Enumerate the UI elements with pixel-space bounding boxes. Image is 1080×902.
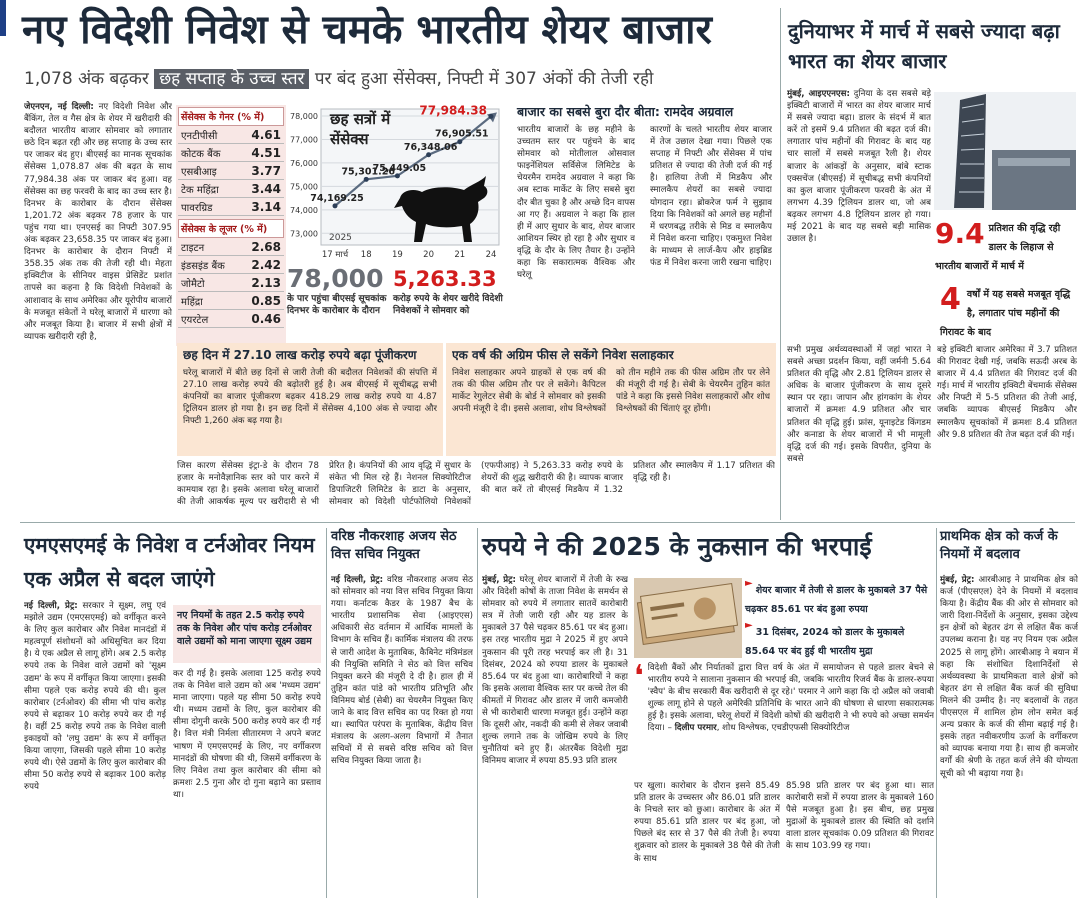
msme-box-text: नए नियमों के तहत 2.5 करोड़ रुपये तक के निवेश और पांच करोड़ टर्नओवर वाले उद्यमों को माना जाएगा सूक्ष्म उद्यम <box>177 610 312 647</box>
gainer-value: 4.51 <box>237 144 284 162</box>
secretary-headline: वरिष्ठ नौकरशाह अजय सेठ वित्त सचिव नियुक्त <box>331 529 457 562</box>
world-callout-1 <box>935 216 1080 272</box>
stat1-text: के पार पहुंचा बीएसई सूचकांक दिनभर के कारोबार के दौरान <box>287 294 387 316</box>
chart-point <box>426 152 431 157</box>
arrow-bullet-icon: ► <box>745 620 753 631</box>
chart-y-tick-label: 75,000 <box>290 182 318 192</box>
chart-x-tick-label: 18 <box>360 250 372 260</box>
callout1-text: प्रतिशत की वृद्धि रही डालर के लिहाज से भारतीय बाजारों में मार्च में <box>935 223 1061 272</box>
chart-x-tick-label: 20 <box>423 250 435 260</box>
credit-text-body: आरबीआइ ने प्राथमिक क्षेत्र को कर्ज (पीएसएल) देने के नियमों में बदलाव किया है। केंद्रीय बैंक की ओर से सोमवार को जारी दिशा-निर्देशों के अनुसार, इसका उद्देश्य इन क्षेत्रों को बेहतर ढंग से लक्षित बैंक कर्ज उपलब्ध कराना है। यह नए नियम एक अप्रैल 2025 से लागू होंगे। आरबीआइ ने बयान में कहा कि संशोधित दिशानिर्देशों से अर्थव्यवस्था के प्राथमिकता वाले क्षेत्रों को बेहतर ढंग से लक्षित बैंक कर्ज की सुविधा मिलने की उम्मीद है। नए बदलावों के तहत पीएसएल में शामिल होम लोन समेत कई अन्य प्रकार के कर्ज की सीमा बढ़ाई गई है। इसके तहत नवीकरणीय ऊर्जा के वर्गीकरण को व्यापक बनाया गया है। साथ ही कमजोर वर्गों की श्रेणी के तहत कर्ज लेने की योग्यता सूची को भी बढ़ाया गया है। <box>940 575 1078 779</box>
chart-data-label: 74,169.25 <box>310 192 364 204</box>
rupee-point-1 <box>745 578 935 614</box>
gainer-name: कोटक बैंक <box>178 144 237 162</box>
world-byline: मुंबई, आइएएनएस: <box>787 89 850 99</box>
arrow-bullet-icon: ► <box>745 578 753 589</box>
chart-title: छह सत्रों में सेंसेक्स <box>330 110 391 148</box>
loser-value: 2.68 <box>240 238 284 256</box>
rupee-text-a <box>482 574 628 898</box>
subhead-right: पर बंद हुआ सेंसेक्स, निफ्टी में 307 अंकों की तेजी रही <box>314 69 654 89</box>
stat2-box <box>393 265 503 340</box>
gainer-row <box>178 162 284 180</box>
credit-headline: प्राथमिक क्षेत्र को कर्ज के नियमों में बदलाव <box>940 529 1058 562</box>
quote-author: दिलीप परमार <box>674 723 717 734</box>
chart-y-tick-label: 73,000 <box>290 229 318 239</box>
loser-row <box>178 292 284 310</box>
expert-text-a: भारतीय बाजारों के छह महीने के उच्चतम स्तर पर पहुंचने के बाद सोमवार को मोतीलाल ओसवाल फाइनेंशियल सर्विसेज लिमिटेड के चेयरमैन रामदेव अग्रवाल ने कहा कि अब स्टाक मार्केट के लिए सबसे बुरा दौर बीत चुका है और अच्छे दिन वापस आ गए हैं। अग्रवाल ने कहा कि हाल ही में आए सुधार के बाद, शेयर बाजार आशियन स्थिर हो रहा है और सुधार व वृद्धि के दौर के लिए तैयार है। उन्होंने कहा कि सकारात्मक वैश्विक और घरेलू <box>517 125 635 281</box>
band1-title: छह दिन में 27.10 लाख करोड़ रुपये बढ़ा पूंजीकरण <box>183 348 417 362</box>
world-callout-2 <box>940 282 1080 338</box>
rupee-quote-box <box>634 659 934 774</box>
secretary-byline: नई दिल्ली, प्रेट्र: <box>331 575 384 585</box>
loser-value: 0.46 <box>240 310 284 328</box>
gainer-value: 3.77 <box>237 162 284 180</box>
stat1-box <box>287 265 387 340</box>
gainer-name: एसबीआइ <box>178 162 237 180</box>
capitalization-box <box>177 343 443 456</box>
bull-icon <box>392 168 492 244</box>
loser-name: इंडसइंड बैंक <box>178 256 240 274</box>
rupee-point-1-text: शेयर बाजार में तेजी से डालर के मुकाबले 37 पैसे चढ़कर 85.61 पर बंद हुआ रुपया <box>745 585 928 615</box>
main-headline: नए विदेशी निवेश से चमके भारतीय शेयर बाजार <box>22 7 712 53</box>
secretary-text-body: वरिष्ठ नौकरशाह अजय सेठ को सोमवार को नया वित्त सचिव नियुक्त किया गया। कर्नाटक कैडर के 1987 बैच के भारतीय प्रशासनिक सेवा (आइएएस) अधिकारी सेठ वर्तमान में आर्थिक मामलों के विभाग के सचिव हैं। कार्मिक मंत्रालय की तरफ से जारी आदेश के मुताबिक, कैबिनेट मंत्रिमंडल की नियुक्ति समिति ने सेठ को वित्त सचिव नियुक्त करने की मंजूरी दे दी है। हाल ही में तुहिन कांत पांडे को भारतीय प्रतिभूति और विनिमय बोर्ड (सेबी) का चेयरमैन नियुक्त किए जाने के बाद वित्त सचिव का पद रिक्त हो गया था। स्थापित परंपरा के मुताबिक, केंद्रीय वित्त मंत्रालय के अलग-अलग विभागों में तैनात सचिवों में से सबसे वरिष्ठ सचिव को वित्त सचिव नियुक्त किया जाता है। <box>331 575 473 767</box>
subhead-highlight: छह सप्ताह के उच्च स्तर <box>154 69 309 89</box>
secretary-text <box>331 574 473 898</box>
subhead-left: 1,078 अंक बढ़कर <box>24 69 149 89</box>
quote-mark-icon: ❛ <box>634 659 644 694</box>
msme-highlight-box <box>173 605 321 663</box>
rupee-point-2 <box>745 620 935 656</box>
loser-name: महिंद्रा <box>178 292 240 310</box>
callout2-text: वर्षों में यह सबसे मजबूत वृद्धि है, लगातार पांच महीनों की गिरावट के बाद <box>940 289 1071 338</box>
chart-data-label: 76,905.51 <box>435 128 489 140</box>
chart-x-tick-label: 17 मार्च <box>321 250 349 260</box>
band1-text: घरेलू बाजारों में बीते छह दिनों से जारी तेजी की बदौलत निवेशकों की संपत्ति में 27.10 लाख करोड़ रुपये की बढ़ोतरी हुई है। अब बीएसई में सूचीबद्ध सभी कंपनियों का बाजार पूंजीकरण बढ़कर 418.29 लाख करोड़ रुपये या 4.87 ट्रिलियन डालर हो गया है। इन छह दिनों में सेंसेक्स 4,100 अंक से ज्यादा और निफ्टी 1,260 अंक बढ़ गया है। <box>183 368 437 427</box>
world-text-right: बड़े इक्विटी बाजार अमेरिका में 3.7 प्रतिशत की गिरावट देखी गई, जबकि सऊदी अरब के बाजार में 4.4 प्रतिशत की गिरावट दर्ज की गई। मार्च में भारतीय इक्विटी बेंचमार्क सेंसेक्स और निफ्टी में 5-5 प्रतिशत की तेजी आई, जबकि व्यापक बीएसई मिडकैप और स्मालकैप सूचकांकों में क्रमशः 8.4 प्रतिशत और 9.8 प्रतिशत की तेज बढ़त दर्ज की गई। <box>937 345 1077 440</box>
msme-byline: नई दिल्ली, प्रेट्र: <box>24 601 78 611</box>
gainer-value: 4.61 <box>237 126 284 144</box>
losers-title: सेंसेक्स के लूजर (% में) <box>178 219 284 238</box>
advisor-fees-box <box>446 343 776 456</box>
gainer-name: पावरग्रिड <box>178 198 237 216</box>
loser-name: जोमैटो <box>178 274 240 292</box>
chart-y-tick-label: 74,000 <box>290 205 318 215</box>
expert-headline: बाजार का सबसे बुरा दौर बीता: रामदेव अग्रवाल <box>517 104 734 119</box>
stat2-text: करोड़ रुपये के शेयर खरीदे विदेशी निवेशकों ने सोमवार को <box>393 294 503 316</box>
stat1-number: 78,000 <box>287 264 384 293</box>
main-byline: जेएनएन, नई दिल्ली: <box>24 102 94 112</box>
chart-point <box>364 177 369 182</box>
rupee-text-a-body: घरेलू शेयर बाजारों में तेजी के रुख और विदेशी कोषों के ताजा निवेश के समर्थन से सोमवार को रुपये में लगातार सातवें कारोबारी सत्र में तेजी जारी रही और यह डालर के मुकाबले 37 पैसे चढ़कर 85.61 पर बंद हुआ। इस तरह भारतीय मुद्रा ने 2025 में हुए अपने नुकसान की पूरी तरह भरपाई कर ली है। 31 दिसंबर, 2024 को रुपया डालर के मुकाबले 85.64 पर बंद हुआ था। कारोबारियों ने कहा कि इसके अलावा वैश्विक स्तर पर कच्चे तेल की कीमतों में गिरावट और डालर में जारी कमजोरी से भी कारोबारी धारणा मजबूत हुई। उन्होंने कहा कि दूसरी ओर, नकदी की कमी से लेकर जवाबी शुल्क लगाने तक के जोखिम रुपये के लिए चुनौतियां बने हुए हैं। अंतरबैंक विदेशी मुद्रा विनिमय बाजार में रुपया 85.93 प्रति डालर <box>482 575 628 767</box>
gainer-name: टेक महिंद्रा <box>178 180 237 198</box>
world-text-left: सभी प्रमुख अर्थव्यवस्थाओं में जहां भारत ने सबसे अच्छा प्रदर्शन किया, वहीं जर्मनी 5.64 प्रतिशत की वृद्धि और 2.81 ट्रिलियन डालर से अधिक के बाजार पूंजीकरण के साथ दूसरे स्थान पर रहा। जापान और हांगकांग के शेयर बाजारों में क्रमशः 4.9 प्रतिशत और चार प्रतिशत की वृद्धि हुई। फ्रांस, यूनाइटेड किंगडम और कनाडा के शेयर बाजारों में भी मामूली वृद्धि दर्ज की गई। इसके विपरीत, दुनिया के सबसे <box>787 345 931 464</box>
quote-role: शोध विश्लेषक, एचडीएफसी सिक्योरिटीज <box>722 723 850 734</box>
chart-year: 2025 <box>329 233 352 243</box>
loser-row <box>178 274 284 292</box>
rupee-text-b: पर खुला। कारोबार के दौरान इसने 85.49 प्रति डालर के उच्चस्तर और 86.01 प्रति डालर के निचले स्तर को छुआ। कारोबार के अंत में रुपया 85.61 प्रति डालर पर बंद हुआ, जो पिछले बंद स्तर से 37 पैसे की तेजी है। रुपया शुक्रवार को डालर के मुकाबले 38 पैसे की तेजी के साथ <box>634 781 780 864</box>
chart-data-label: 76,348.06 <box>403 141 458 153</box>
credit-text <box>940 574 1078 898</box>
expert-text-b: कारणों के चलते भारतीय शेयर बाजार में तेज उछाल देखा गया। पिछले एक सप्ताह में निफ्टी और सेंसेक्स में पांच प्रतिशत से ज्यादा की तेजी दर्ज की गई है। हालिया तेजी में मिडकैप और स्मालकैप शेयरों का सबसे ज्यादा योगदान रहा। ब्रोकरेज फर्म ने सुझाव दिया कि निवेशकों को अगले छह महीनों में धरणबद्ध तरीके से मिड व स्मालकैप में निवेश करना चाहिए। एकमुश्त निवेश के माध्यम से लार्ज-कैप और हाइब्रिड फंड में निवेश करना जारी रखना चाहिए। <box>650 125 772 269</box>
loser-value: 2.13 <box>240 274 284 292</box>
band2-text: निवेश सलाहकार अपने ग्राहकों से एक वर्ष की तक की फीस अग्रिम तौर पर ले सकेंगे। कैपिटल मार्केट रेगुलेटर सेबी के बोर्ड ने सोमवार को इसकी अपनी मंजूरी दे दी। इससे अलावा, शोध विश्लेषकों को तीन महीने तक की फीस अग्रिम तौर पर लेने की मंजूरी दी गई है। सेबी के चेयरमैन तुहिन कांत पांडे ने कहा कि इससे निवेश सलाहकारों और शोध विश्लेषकों की चिंताएं दूर होंगी। <box>452 368 770 415</box>
divider-secretary <box>477 528 478 898</box>
rupee-byline: मुंबई, प्रेट्र: <box>482 575 516 585</box>
chart-point <box>489 114 494 119</box>
divider-msme <box>326 528 327 898</box>
gainers-title: सेंसेक्स के गेनर (% में) <box>178 107 284 126</box>
credit-byline: मुंबई, प्रेट्र: <box>940 575 975 585</box>
losers-table <box>178 238 284 328</box>
gainer-row <box>178 144 284 162</box>
building-icon <box>934 92 1076 210</box>
divider-rupee <box>936 528 937 898</box>
gainer-row <box>178 126 284 144</box>
main-body-col1-text: नए विदेशी निवेश और बैंकिंग, तेल व गैस क्षेत्र के शेयर में खरीदारी की बदौलत भारतीय बाजार सोमवार को लगातार छठे दिन बढ़त रही और छह सप्ताह के उच्च स्तर पर जाकर बंद हुए। बीएसई का मानक सूचकांक सेंसेक्स 1,078.87 अंक की बढ़त के साथ 77,984.38 अंक पर जाकर बंद हुआ। वह सेंसेक्स का छह फरवरी के बाद का उच्च स्तर है। दिनभर के कारोबार के दौरान सेंसेक्स 1,201.72 अंक बढ़कर 78 हजार के पार पहुंच गया था। एनएसई का निफ्टी 307.95 अंक बढ़कर 23,658.35 पर जाकर बंद हुआ। दिनभर के कारोबार के दौरान निफ्टी में 358.35 अंक तक की तेजी रही थी। मेहता इक्विटीज के सीनियर वाइस प्रेसिडेंट प्रशांत तापसे का कहना है कि विदेशी निवेशकों के आशावाद के साथ अमेरिका और यूरोपीय बाजारों के मजबूत संकेतों ने घरेलू बाजारों में धारणा को और मजबूत किया है। बाजार में सभी क्षेत्रों में व्यापक खरीदारी रही है, <box>24 102 172 342</box>
loser-name: टाइटन <box>178 238 240 256</box>
rupee-headline: रुपये ने की 2025 के नुकसान की भरपाई <box>482 532 872 561</box>
rupee-quote: विदेशी बैंकों और निर्यातकों द्वारा वित्त वर्ष के अंत में समायोजन से पहले डालर बेचने से भारतीय रुपये ने सालाना नुकसान की भरपाई की, जबकि भारतीय रिजर्व बैंक के डालर-रुपया 'स्वैप' के बीच सरकारी बैंक खरीदारी से दूर रहे।' परमार ने आगे कहा कि दो अप्रैल को जवाबी शुल्क लागू होने से पहले अमेरिकी प्रतिनिधि के भारत आने की घोषणा से धारणा सकारात्मक हुई है। इसके अलावा, घरेलू शेयरों में विदेशी कोषों की खरीदारी ने भी रुपये को अच्छा समर्थन दिया। <box>647 663 934 734</box>
chart-y-tick-label: 78,000 <box>290 112 318 122</box>
msme-text-b: कर दी गई है। इसके अलावा 125 करोड़ रुपये तक के निवेश वाले उद्यम को अब 'मध्यम उद्यम' माना जाएगा। पहले यह सीमा 50 करोड़ रुपये थी। मध्यम उद्यमों के लिए, कुल कारोबार की सीमा दोगुनी करके 500 करोड़ रुपये कर दी गई है। वित्त मंत्री निर्मला सीतारमण ने अपने बजट भाषण में एमएसएमई के लिए, नए वर्गीकरण मानदंडों की घोषणा की थी, जिसमें वर्गीकरण के लिए निवेश तथा कुल कारोबार की सीमा को क्रमशः 2.5 गुना और दो गुना बढ़ाने का प्रस्ताव था। <box>173 669 321 800</box>
chart-point <box>457 139 462 144</box>
loser-row <box>178 256 284 274</box>
gainers-table <box>178 126 284 216</box>
world-text-top-body: दुनिया के दस सबसे बड़े इक्विटी बाजारों में भारत का शेयर बाजार मार्च में सबसे ज्यादा बढ़ा। डालर के संदर्भ में बात करें तो इसमें 9.4 प्रतिशत की बढ़त दर्ज की। लगातार पांच महीनों की गिरावट के बाद यह चार सालों में सबसे मजबूत रैली है। शेयर बाजार के आंकड़ों के अनुसार, बांबे स्टाक एक्सचेंज (बीएसई) में सूचीबद्ध सभी कंपनियों का कुल बाजार पूंजीकरण फरवरी के अंत में लगभग 4.39 ट्रिलियन डालर था, जो अब बढ़कर लगभग 4.8 ट्रिलियन डालर हो गया। मई 2021 के बाद यह सबसे बड़ी मासिक उछाल है। <box>787 89 931 245</box>
msme-text-a-body: सरकार ने सूक्ष्म, लघु एवं मझोले उद्यम (एमएसएमई) को वर्गीकृत करने के लिए कुल कारोबार और निवेश मानदंडों में महत्वपूर्ण संशोधनों को अधिसूचित कर दिया है। ये एक अप्रैल से लागू होंगे। अब 2.5 करोड़ रुपये तक के निवेश वाले उद्यमों को 'सूक्ष्म उद्यम' के रूप में वर्गीकृत किया जाएगा। इसकी सीमा पहले एक करोड़ रुपये की थी। कुल कारोबार (टर्नओवर) की सीमा भी पांच करोड़ रुपये से बढ़ाकर 10 करोड़ रुपये कर दी गई है। वहीं 25 करोड़ रुपये तक के निवेश वाली इकाइयों को 'लघु उद्यम' के रूप में वर्गीकृत किया जाएगा, जिसकी पहले सीमा 10 करोड़ रुपये थी। ऐसे उद्यमों के लिए कुल कारोबार की सीमा 50 करोड़ रुपये से बढ़ाकर 100 करोड़ रुपये <box>24 601 166 793</box>
band2-title: एक वर्ष की अग्रिम फीस ले सकेंगे निवेश सलाहकार <box>452 348 674 362</box>
world-text-top <box>787 88 931 343</box>
callout2-number: 4 <box>940 282 961 317</box>
currency-notes-icon <box>634 578 742 658</box>
gainer-name: एनटीपीसी <box>178 126 237 144</box>
chart-x-tick-label: 19 <box>391 250 403 260</box>
chart-x-tick-label: 21 <box>454 250 466 260</box>
loser-row <box>178 238 284 256</box>
chart-data-label: 75,301.26 <box>341 166 395 178</box>
gainer-row <box>178 180 284 198</box>
chart-y-tick-label: 76,000 <box>290 158 318 168</box>
gainer-row <box>178 198 284 216</box>
chart-y-tick-label: 77,000 <box>290 135 318 145</box>
stat2-number: 5,263.33 <box>393 267 497 291</box>
msme-text-a <box>24 600 166 898</box>
callout1-number: 9.4 <box>935 217 985 250</box>
rupee-point-2-text: 31 दिसंबर, 2024 को डालर के मुकाबले 85.64 पर बंद हुई थी भारतीय मुद्रा <box>745 627 905 657</box>
divider-vertical-right <box>780 8 781 520</box>
chart-x-tick-label: 24 <box>485 250 497 260</box>
msme-headline: एमएसएमई के निवेश व टर्नओवर नियम एक अप्रैल से बदल जाएंगे <box>24 533 315 591</box>
main-subhead <box>24 67 784 91</box>
chart-point <box>333 203 338 208</box>
main-body-col1 <box>24 101 172 495</box>
main-lower-columns: जिस कारण सेंसेक्स इंट्रा-डे के दौरान 78 हजार के मनोवैज्ञानिक स्तर को पार करने में कामयाब रहा है। इसके अलावा घरेलू बाजारों की तेजी आकर्षक मूल्य पर खरीदारी से भी प्रेरित है। कंपनियों की आय वृद्धि में सुधार के संकेत भी मिल रहे हैं। नेशनल सिक्योरिटीज डिपाजिटरी लिमिटेड के डाटा के अनुसार, सोमवार को विदेशी पोर्टफोलियो निवेशकों (एफपीआइ) ने 5,263.33 करोड़ रुपये के शेयरों की शुद्ध खरीदारी की है। व्यापक बाजार की बात करें तो बीएसई मिडकैप में 1.32 प्रतिशत और स्मालकैप में 1.17 प्रतिशत की वृद्धि रही है। <box>177 461 775 508</box>
loser-row <box>178 310 284 328</box>
chart-data-label: 75,449.05 <box>372 162 427 174</box>
chart-data-label: 77,984.38 <box>419 103 487 118</box>
left-edge-marker <box>0 0 6 36</box>
loser-value: 2.42 <box>240 256 284 274</box>
gainer-value: 3.44 <box>237 180 284 198</box>
rupee-text-c: 85.98 प्रति डालर पर बंद हुआ था। सात कारोबारी सत्रों में रुपया डालर के मुकाबले 160 पैसे मजबूत हुआ है। इस बीच, छह प्रमुख मुद्राओं के मुकाबले डालर की स्थिति को दर्शाने वाला डालर सूचकांक 0.09 प्रतिशत की गिरावट के साथ 103.99 रह गया। <box>786 781 934 852</box>
world-headline: दुनियाभर में मार्च में सबसे ज्यादा बढ़ा भारत का शेयर बाजार <box>788 19 1060 73</box>
divider-horizontal-middle <box>20 522 1075 523</box>
rupee-quote-text: विदेशी बैंकों और निर्यातकों द्वारा वित्त वर्ष के अंत में समायोजन से पहले डालर बेचने से भारतीय रुपये ने सालाना नुकसान की भरपाई की, जबकि भारतीय रिजर्व बैंक के डालर-रुपया 'स्वैप' के बीच सरकारी बैंक खरीदारी से दूर रहे।' परमार ने आगे कहा कि दो अप्रैल को जवाबी शुल्क लागू होने से पहले अमेरिकी प्रतिनिधि के भारत आने की घोषणा से धारणा सकारात्मक हुई है। इसके अलावा, घरेलू शेयरों में विदेशी कोषों की खरीदारी ने भी रुपये को अच्छा समर्थन दिया। – दिलीप परमार, शोध विश्लेषक, एचडीएफसी सिक्योरिटीज <box>647 663 934 734</box>
loser-name: एयरटेल <box>178 310 240 328</box>
loser-value: 0.85 <box>240 292 284 310</box>
gainers-losers-box <box>176 105 286 346</box>
gainer-value: 3.14 <box>237 198 284 216</box>
